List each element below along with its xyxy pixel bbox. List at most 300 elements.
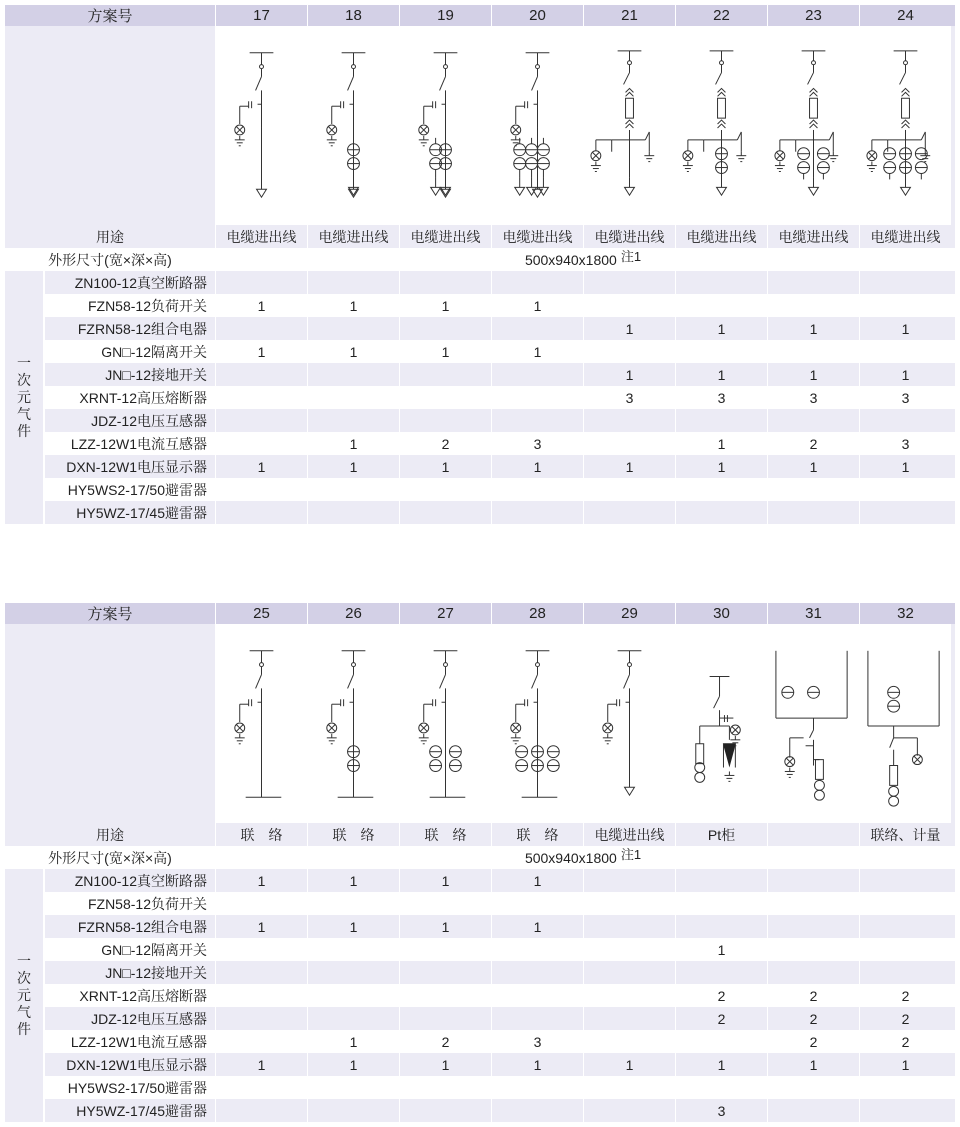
component-qty: 1 (307, 869, 399, 892)
component-qty: 1 (399, 455, 491, 478)
circuit-diagram (859, 26, 951, 225)
usage-value: 联络、计量 (859, 823, 951, 846)
category-char: 一 (17, 355, 31, 371)
component-qty (583, 478, 675, 501)
usage-value: 电缆进出线 (215, 225, 307, 248)
scheme-number: 26 (307, 603, 399, 624)
component-row (45, 1053, 955, 1076)
component-qty: 2 (767, 1007, 859, 1030)
component-name: JDZ-12电压互感器 (91, 1010, 207, 1027)
component-qty: 1 (583, 317, 675, 340)
diagram-label-blank (5, 624, 215, 823)
component-qty: 1 (399, 869, 491, 892)
component-qty (491, 1076, 583, 1099)
component-qty (491, 317, 583, 340)
component-qty: 1 (399, 294, 491, 317)
component-name: HY5WS2-17/50避雷器 (67, 481, 207, 498)
circuit-diagram (399, 624, 491, 823)
usage-value: 电缆进出线 (399, 225, 491, 248)
component-qty (675, 1030, 767, 1053)
dimension-value-cell (215, 248, 951, 271)
component-table (5, 603, 955, 1122)
component-name: GN□-12隔离开关 (101, 343, 207, 360)
component-qty (859, 1099, 951, 1122)
component-qty (675, 294, 767, 317)
component-name: JDZ-12电压互感器 (91, 412, 207, 429)
component-qty: 1 (307, 1053, 399, 1076)
dimension-note: 注1 (620, 249, 642, 264)
scheme-number: 31 (767, 603, 859, 624)
component-qty (767, 915, 859, 938)
component-name: FZRN58-12组合电器 (77, 918, 207, 935)
feeder-ls-ct1-diagram-icon (308, 28, 399, 224)
component-qty: 3 (491, 432, 583, 455)
component-qty (859, 961, 951, 984)
component-qty: 1 (307, 294, 399, 317)
component-name: XRNT-12高压熔断器 (79, 389, 207, 406)
component-name: FZN58-12负荷开关 (87, 297, 207, 314)
component-row (45, 984, 955, 1007)
component-qty (215, 363, 307, 386)
category-char: 元 (17, 389, 31, 405)
component-qty (491, 271, 583, 294)
component-qty: 3 (767, 386, 859, 409)
component-qty (675, 478, 767, 501)
feeder-fuse-ct1-diagram-icon (676, 28, 767, 224)
component-qty (583, 1030, 675, 1053)
scheme-number: 28 (491, 603, 583, 624)
scheme-number: 30 (675, 603, 767, 624)
component-name: DXN-12W1电压显示器 (66, 458, 207, 475)
feeder-fuse-ct0-diagram-icon (584, 28, 675, 224)
component-qty (399, 984, 491, 1007)
component-qty: 1 (675, 432, 767, 455)
component-qty: 1 (583, 455, 675, 478)
usage-value: 电缆进出线 (491, 225, 583, 248)
component-qty: 2 (859, 984, 951, 1007)
component-row (45, 1007, 955, 1030)
component-qty (399, 961, 491, 984)
component-qty (859, 915, 951, 938)
component-qty (859, 271, 951, 294)
dimension-row (5, 248, 955, 271)
component-qty: 1 (675, 938, 767, 961)
component-qty: 1 (307, 1030, 399, 1053)
component-qty: 3 (491, 1030, 583, 1053)
component-qty (307, 1007, 399, 1030)
usage-label: 用途 (96, 826, 124, 843)
component-name: FZRN58-12组合电器 (77, 320, 207, 337)
component-qty (583, 1007, 675, 1030)
component-qty (767, 869, 859, 892)
usage-value: Pt柜 (675, 823, 767, 846)
component-qty: 2 (859, 1007, 951, 1030)
component-qty (307, 961, 399, 984)
scheme-number: 17 (215, 5, 307, 26)
component-qty (859, 340, 951, 363)
component-row (45, 1099, 955, 1122)
component-qty (491, 961, 583, 984)
component-qty (215, 938, 307, 961)
component-name: LZZ-12W1电流互感器 (70, 1033, 207, 1050)
component-qty (307, 317, 399, 340)
component-row (45, 892, 955, 915)
component-qty (675, 340, 767, 363)
circuit-diagram (491, 26, 583, 225)
component-qty (399, 938, 491, 961)
diagram-label-blank (5, 26, 215, 225)
component-name: HY5WZ-17/45避雷器 (76, 504, 207, 521)
component-qty (583, 1099, 675, 1122)
component-row (45, 432, 955, 455)
component-qty: 1 (675, 1053, 767, 1076)
component-qty: 1 (859, 1053, 951, 1076)
category-char: 件 (17, 423, 31, 439)
category-char: 气 (17, 406, 31, 422)
component-qty (491, 478, 583, 501)
component-qty (399, 1099, 491, 1122)
component-qty: 1 (491, 455, 583, 478)
component-qty: 1 (307, 432, 399, 455)
component-qty (307, 363, 399, 386)
component-qty: 1 (675, 363, 767, 386)
usage-label: 用途 (96, 228, 124, 245)
component-qty: 1 (215, 915, 307, 938)
usage-value: 电缆进出线 (859, 225, 951, 248)
component-qty (583, 892, 675, 915)
component-qty (399, 1007, 491, 1030)
component-qty (859, 1076, 951, 1099)
component-qty: 1 (399, 915, 491, 938)
component-qty (399, 363, 491, 386)
component-qty (675, 271, 767, 294)
circuit-diagram (675, 26, 767, 225)
component-row (45, 1076, 955, 1099)
component-qty (215, 271, 307, 294)
dimension-value-cell (215, 846, 951, 869)
component-row (45, 869, 955, 892)
component-qty: 1 (491, 915, 583, 938)
component-qty (215, 1007, 307, 1030)
component-qty: 1 (675, 317, 767, 340)
component-qty: 3 (583, 386, 675, 409)
tie-metering-diagram-icon (860, 626, 951, 822)
component-qty (215, 432, 307, 455)
pt-cabinet-diagram-icon (676, 626, 767, 822)
component-qty (767, 340, 859, 363)
component-qty (215, 478, 307, 501)
component-qty (767, 501, 859, 524)
component-qty (307, 984, 399, 1007)
usage-row (5, 823, 955, 846)
component-qty (399, 1076, 491, 1099)
scheme-header-label: 方案号 (87, 8, 133, 25)
component-qty (767, 271, 859, 294)
component-name: XRNT-12高压熔断器 (79, 987, 207, 1004)
component-row (45, 340, 955, 363)
component-row (45, 271, 955, 294)
component-qty (307, 938, 399, 961)
component-qty: 1 (491, 869, 583, 892)
component-qty (399, 409, 491, 432)
component-qty (767, 409, 859, 432)
component-row (45, 915, 955, 938)
component-qty: 1 (307, 915, 399, 938)
scheme-number: 19 (399, 5, 491, 26)
component-name: FZN58-12负荷开关 (87, 895, 207, 912)
component-name: ZN100-12真空断路器 (74, 872, 207, 889)
category-char: 次 (17, 970, 31, 986)
usage-value: 联 络 (307, 823, 399, 846)
component-qty: 1 (491, 294, 583, 317)
component-qty: 2 (399, 1030, 491, 1053)
component-qty (767, 961, 859, 984)
component-qty (859, 869, 951, 892)
component-qty: 3 (859, 386, 951, 409)
component-qty (675, 915, 767, 938)
category-label (5, 271, 43, 524)
feeder-ls-single-ct0-diagram-icon (216, 28, 307, 224)
component-qty (583, 501, 675, 524)
feeder-fuse-ct2-diagram-icon (768, 28, 859, 224)
component-qty (675, 409, 767, 432)
component-qty (307, 409, 399, 432)
component-qty (583, 271, 675, 294)
scheme-number: 29 (583, 603, 675, 624)
scheme-number: 27 (399, 603, 491, 624)
component-qty: 1 (215, 340, 307, 363)
component-qty (491, 409, 583, 432)
component-qty (767, 1076, 859, 1099)
component-qty: 2 (767, 984, 859, 1007)
usage-value: 电缆进出线 (675, 225, 767, 248)
component-name: GN□-12隔离开关 (101, 941, 207, 958)
component-qty: 1 (583, 1053, 675, 1076)
component-row (45, 455, 955, 478)
scheme-header-row (5, 603, 955, 624)
category-char: 一 (17, 953, 31, 969)
component-table (5, 5, 955, 524)
component-qty (307, 478, 399, 501)
category-char: 元 (17, 987, 31, 1003)
component-qty: 1 (215, 1053, 307, 1076)
scheme-number: 22 (675, 5, 767, 26)
component-qty: 1 (399, 340, 491, 363)
component-qty: 1 (767, 363, 859, 386)
component-qty: 1 (307, 455, 399, 478)
usage-row (5, 225, 955, 248)
component-qty (767, 1099, 859, 1122)
component-name: HY5WS2-17/50避雷器 (67, 1079, 207, 1096)
component-row (45, 363, 955, 386)
feeder-ls-single-ct0-diagram-icon (584, 626, 675, 822)
component-qty: 1 (859, 455, 951, 478)
component-qty (215, 409, 307, 432)
component-qty (215, 1099, 307, 1122)
component-qty (215, 892, 307, 915)
component-qty (491, 1099, 583, 1122)
component-row (45, 409, 955, 432)
component-qty: 2 (767, 432, 859, 455)
usage-value: 联 络 (215, 823, 307, 846)
component-qty (491, 501, 583, 524)
circuit-diagram (859, 624, 951, 823)
component-qty (491, 386, 583, 409)
component-qty (859, 294, 951, 317)
component-qty (859, 409, 951, 432)
component-qty: 1 (215, 294, 307, 317)
component-qty (307, 501, 399, 524)
component-qty: 2 (399, 432, 491, 455)
dimension-label: 外形尺寸(宽×深×高) (48, 251, 172, 268)
feeder-ls-ct3-diagram-icon (492, 28, 583, 224)
scheme-header-row (5, 5, 955, 26)
component-qty (215, 1076, 307, 1099)
circuit-diagram (583, 26, 675, 225)
pt-metering-diagram-icon (768, 626, 859, 822)
component-qty: 1 (859, 317, 951, 340)
component-qty: 2 (675, 984, 767, 1007)
circuit-diagram (215, 624, 307, 823)
component-qty (583, 432, 675, 455)
component-qty (583, 984, 675, 1007)
component-qty (215, 317, 307, 340)
component-qty (583, 409, 675, 432)
category-char: 气 (17, 1004, 31, 1020)
circuit-diagram (399, 26, 491, 225)
component-qty: 1 (215, 455, 307, 478)
component-qty (215, 386, 307, 409)
component-qty (307, 1099, 399, 1122)
category-char: 次 (17, 372, 31, 388)
component-qty (859, 938, 951, 961)
component-qty (399, 386, 491, 409)
component-qty: 1 (491, 1053, 583, 1076)
component-qty: 2 (675, 1007, 767, 1030)
component-qty (675, 501, 767, 524)
component-qty: 3 (859, 432, 951, 455)
feeder-ls-ct2-diagram-icon (400, 28, 491, 224)
usage-value: 联 络 (399, 823, 491, 846)
scheme-number: 24 (859, 5, 951, 26)
usage-value: 联 络 (491, 823, 583, 846)
dimension-value: 500x940x1800 (524, 251, 617, 268)
diagram-row (5, 26, 955, 225)
component-qty (675, 892, 767, 915)
component-qty: 2 (859, 1030, 951, 1053)
component-qty (583, 915, 675, 938)
usage-value: 电缆进出线 (583, 225, 675, 248)
component-qty: 3 (675, 1099, 767, 1122)
component-qty (307, 1076, 399, 1099)
component-qty (399, 317, 491, 340)
component-qty (859, 892, 951, 915)
component-qty (675, 1076, 767, 1099)
usage-value: 电缆进出线 (307, 225, 399, 248)
circuit-diagram (307, 26, 399, 225)
component-qty: 1 (583, 363, 675, 386)
dimension-value: 500x940x1800 (524, 849, 617, 866)
component-qty: 1 (767, 1053, 859, 1076)
circuit-diagram (767, 26, 859, 225)
component-qty (307, 386, 399, 409)
component-qty (215, 984, 307, 1007)
component-qty (215, 961, 307, 984)
category-char: 件 (17, 1021, 31, 1037)
component-qty (399, 271, 491, 294)
component-qty: 3 (675, 386, 767, 409)
component-qty: 1 (675, 455, 767, 478)
component-row (45, 317, 955, 340)
component-qty: 1 (215, 869, 307, 892)
component-name: ZN100-12真空断路器 (74, 274, 207, 291)
component-qty (583, 294, 675, 317)
tie-ct3-diagram-icon (492, 626, 583, 822)
component-qty (583, 961, 675, 984)
circuit-diagram (767, 624, 859, 823)
scheme-header-label: 方案号 (87, 606, 133, 623)
scheme-number: 20 (491, 5, 583, 26)
dimension-row (5, 846, 955, 869)
component-qty (583, 1076, 675, 1099)
component-row (45, 386, 955, 409)
circuit-diagram (307, 624, 399, 823)
dimension-note: 注1 (620, 847, 642, 862)
component-qty (491, 1007, 583, 1030)
component-qty (399, 478, 491, 501)
component-qty (583, 869, 675, 892)
component-qty: 2 (767, 1030, 859, 1053)
scheme-number: 21 (583, 5, 675, 26)
component-qty (583, 340, 675, 363)
component-row (45, 478, 955, 501)
scheme-number: 32 (859, 603, 951, 624)
tie-ct2-diagram-icon (400, 626, 491, 822)
component-qty (491, 938, 583, 961)
circuit-diagram (491, 624, 583, 823)
component-qty (215, 501, 307, 524)
component-name: LZZ-12W1电流互感器 (70, 435, 207, 452)
component-qty (767, 938, 859, 961)
diagram-row (5, 624, 955, 823)
scheme-number: 23 (767, 5, 859, 26)
circuit-diagram (675, 624, 767, 823)
component-qty (859, 478, 951, 501)
component-qty (491, 984, 583, 1007)
scheme-number: 18 (307, 5, 399, 26)
usage-value: 电缆进出线 (767, 225, 859, 248)
component-qty (583, 938, 675, 961)
component-qty (399, 892, 491, 915)
feeder-fuse-ct3-diagram-icon (860, 28, 951, 224)
component-qty (491, 892, 583, 915)
component-qty: 1 (767, 455, 859, 478)
component-qty (767, 478, 859, 501)
component-name: HY5WZ-17/45避雷器 (76, 1102, 207, 1119)
component-row (45, 961, 955, 984)
component-row (45, 294, 955, 317)
component-qty (675, 869, 767, 892)
component-name: DXN-12W1电压显示器 (66, 1056, 207, 1073)
component-qty (491, 363, 583, 386)
component-qty: 1 (859, 363, 951, 386)
usage-value: 电缆进出线 (583, 823, 675, 846)
component-row (45, 501, 955, 524)
component-qty (307, 892, 399, 915)
category-label (5, 869, 43, 1122)
component-qty: 1 (767, 317, 859, 340)
tie-ct0-diagram-icon (216, 626, 307, 822)
